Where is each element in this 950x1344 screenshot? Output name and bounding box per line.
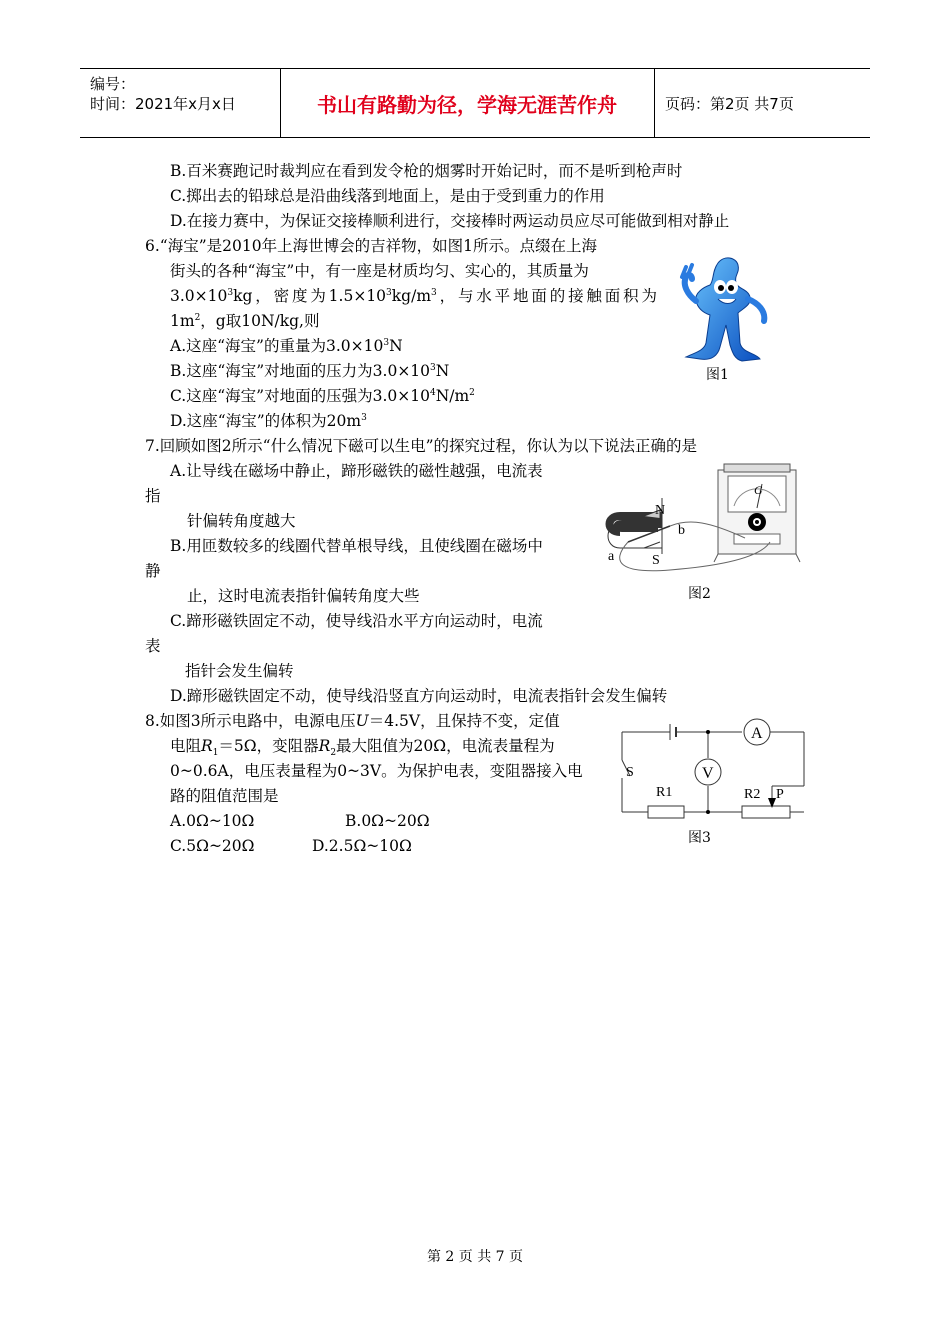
fig2-caption: 图2 [688, 586, 711, 602]
q8-option-c: C.5Ω~20Ω [170, 837, 255, 855]
q7-option-a-line2: 指 [145, 487, 161, 505]
q7-option-b-line3: 止，这时电流表指针偏转角度大些 [187, 587, 420, 605]
q6-stem-line2: 街头的各种“海宝”中，有一座是材质均匀、实心的，其质量为 [170, 262, 589, 280]
ammeter-label: A [751, 725, 763, 742]
q6-stem-line3: $3.0\times 10^3kg$，密度为$1.5\times 10^3kg/m^3$，与水平地面的接触面积为 [170, 287, 657, 305]
q8-option-b: B.0Ω~20Ω [345, 812, 430, 830]
q7-option-a-line3: 针偏转角度越大 [187, 512, 296, 530]
q6-stem-line1: 6.“海宝”是2010年上海世博会的吉祥物，如图1所示。点缀在上海 [145, 237, 597, 255]
q8-stem-line1: 8.如图3所示电路中，电源电压U＝4.5V，且保持不变，定值 [145, 712, 560, 730]
voltmeter-label: V [702, 765, 714, 782]
time-label: 时间：2021年x月x日 [90, 95, 236, 113]
r2-label: R2 [744, 787, 761, 802]
q5-option-c: C.掷出去的铅球总是沿曲线落到地面上，是由于受到重力的作用 [170, 187, 605, 205]
label-g: G [754, 483, 763, 497]
label-n: N [655, 503, 666, 518]
switch-label: S [626, 765, 634, 780]
q5-option-d: D.在接力赛中，为保证交接棒顺利进行，交接棒时两运动员应尽可能做到相对静止 [170, 212, 730, 230]
slider-p-label: P [776, 787, 784, 802]
label-a: a [608, 549, 615, 564]
q7-option-b-line2: 静 [145, 562, 161, 580]
header-middle-cell [280, 69, 655, 137]
header-right-cell [655, 69, 870, 137]
q7-option-b-line1: B.用匝数较多的线圈代替单根导线，且使线圈在磁场中 [170, 537, 543, 555]
label-b: b [678, 523, 685, 538]
q8-stem-line3: 0~0.6A，电压表量程为0~3V。为保护电表，变阻器接入电 [170, 762, 583, 780]
number-label: 编号： [90, 75, 136, 93]
page-header [80, 68, 870, 138]
q8-option-d: D.2.5Ω~10Ω [312, 837, 412, 855]
q7-option-c-line1: C.蹄形磁铁固定不动，使导线沿水平方向运动时，电流 [170, 612, 543, 630]
q7-stem: 7.回顾如图2所示“什么情况下磁可以生电”的探究过程，你认为以下说法正确的是 [145, 437, 698, 455]
haibao-mascot-figure [676, 255, 776, 367]
label-s: S [652, 553, 660, 568]
q8-option-a: A.0Ω~10Ω [170, 812, 255, 830]
header-left-cell [80, 69, 281, 137]
q8-stem-line2: 电阻$R_1=5\Omega$，变阻器$R_2$最大阻值为20Ω，电流表量程为 [170, 737, 555, 759]
q7-option-d: D.蹄形磁铁固定不动，使导线沿竖直方向运动时，电流表指针会发生偏转 [170, 687, 668, 705]
page-label: 页码：第2页 共7页 [665, 94, 794, 113]
motto-text: 书山有路勤为径，学海无涯苦作舟 [317, 92, 617, 117]
q8-stem-line4: 路的阻值范围是 [170, 787, 279, 805]
q6-option-c: C.这座“海宝”对地面的压强为$3.0\times 10^4N/m^2$ [170, 387, 475, 405]
induction-experiment-figure [600, 462, 810, 582]
q6-option-d: D.这座“海宝”的体积为$20m^3$ [170, 412, 367, 430]
fig1-caption: 图1 [706, 367, 729, 383]
q6-stem-line4: $1m^2$，g取10N/kg,则 [170, 312, 320, 330]
page-footer: 第 2 页 共 7 页 [426, 1249, 524, 1265]
circuit-figure [612, 716, 812, 822]
q7-option-a-line1: A.让导线在磁场中静止，蹄形磁铁的磁性越强，电流表 [170, 462, 543, 480]
q6-option-b: B.这座“海宝”对地面的压力为$3.0\times 10^3N$ [170, 362, 450, 380]
fig3-caption: 图3 [688, 830, 711, 846]
q7-option-c-line2: 表 [145, 637, 161, 655]
q5-option-b: B.百米赛跑记时裁判应在看到发令枪的烟雾时开始记时，而不是听到枪声时 [170, 162, 683, 180]
q6-option-a: A.这座“海宝”的重量为$3.0\times 10^3N$ [170, 337, 403, 355]
r1-label: R1 [656, 785, 673, 800]
q7-option-c-line3: 指针会发生偏转 [185, 662, 294, 680]
